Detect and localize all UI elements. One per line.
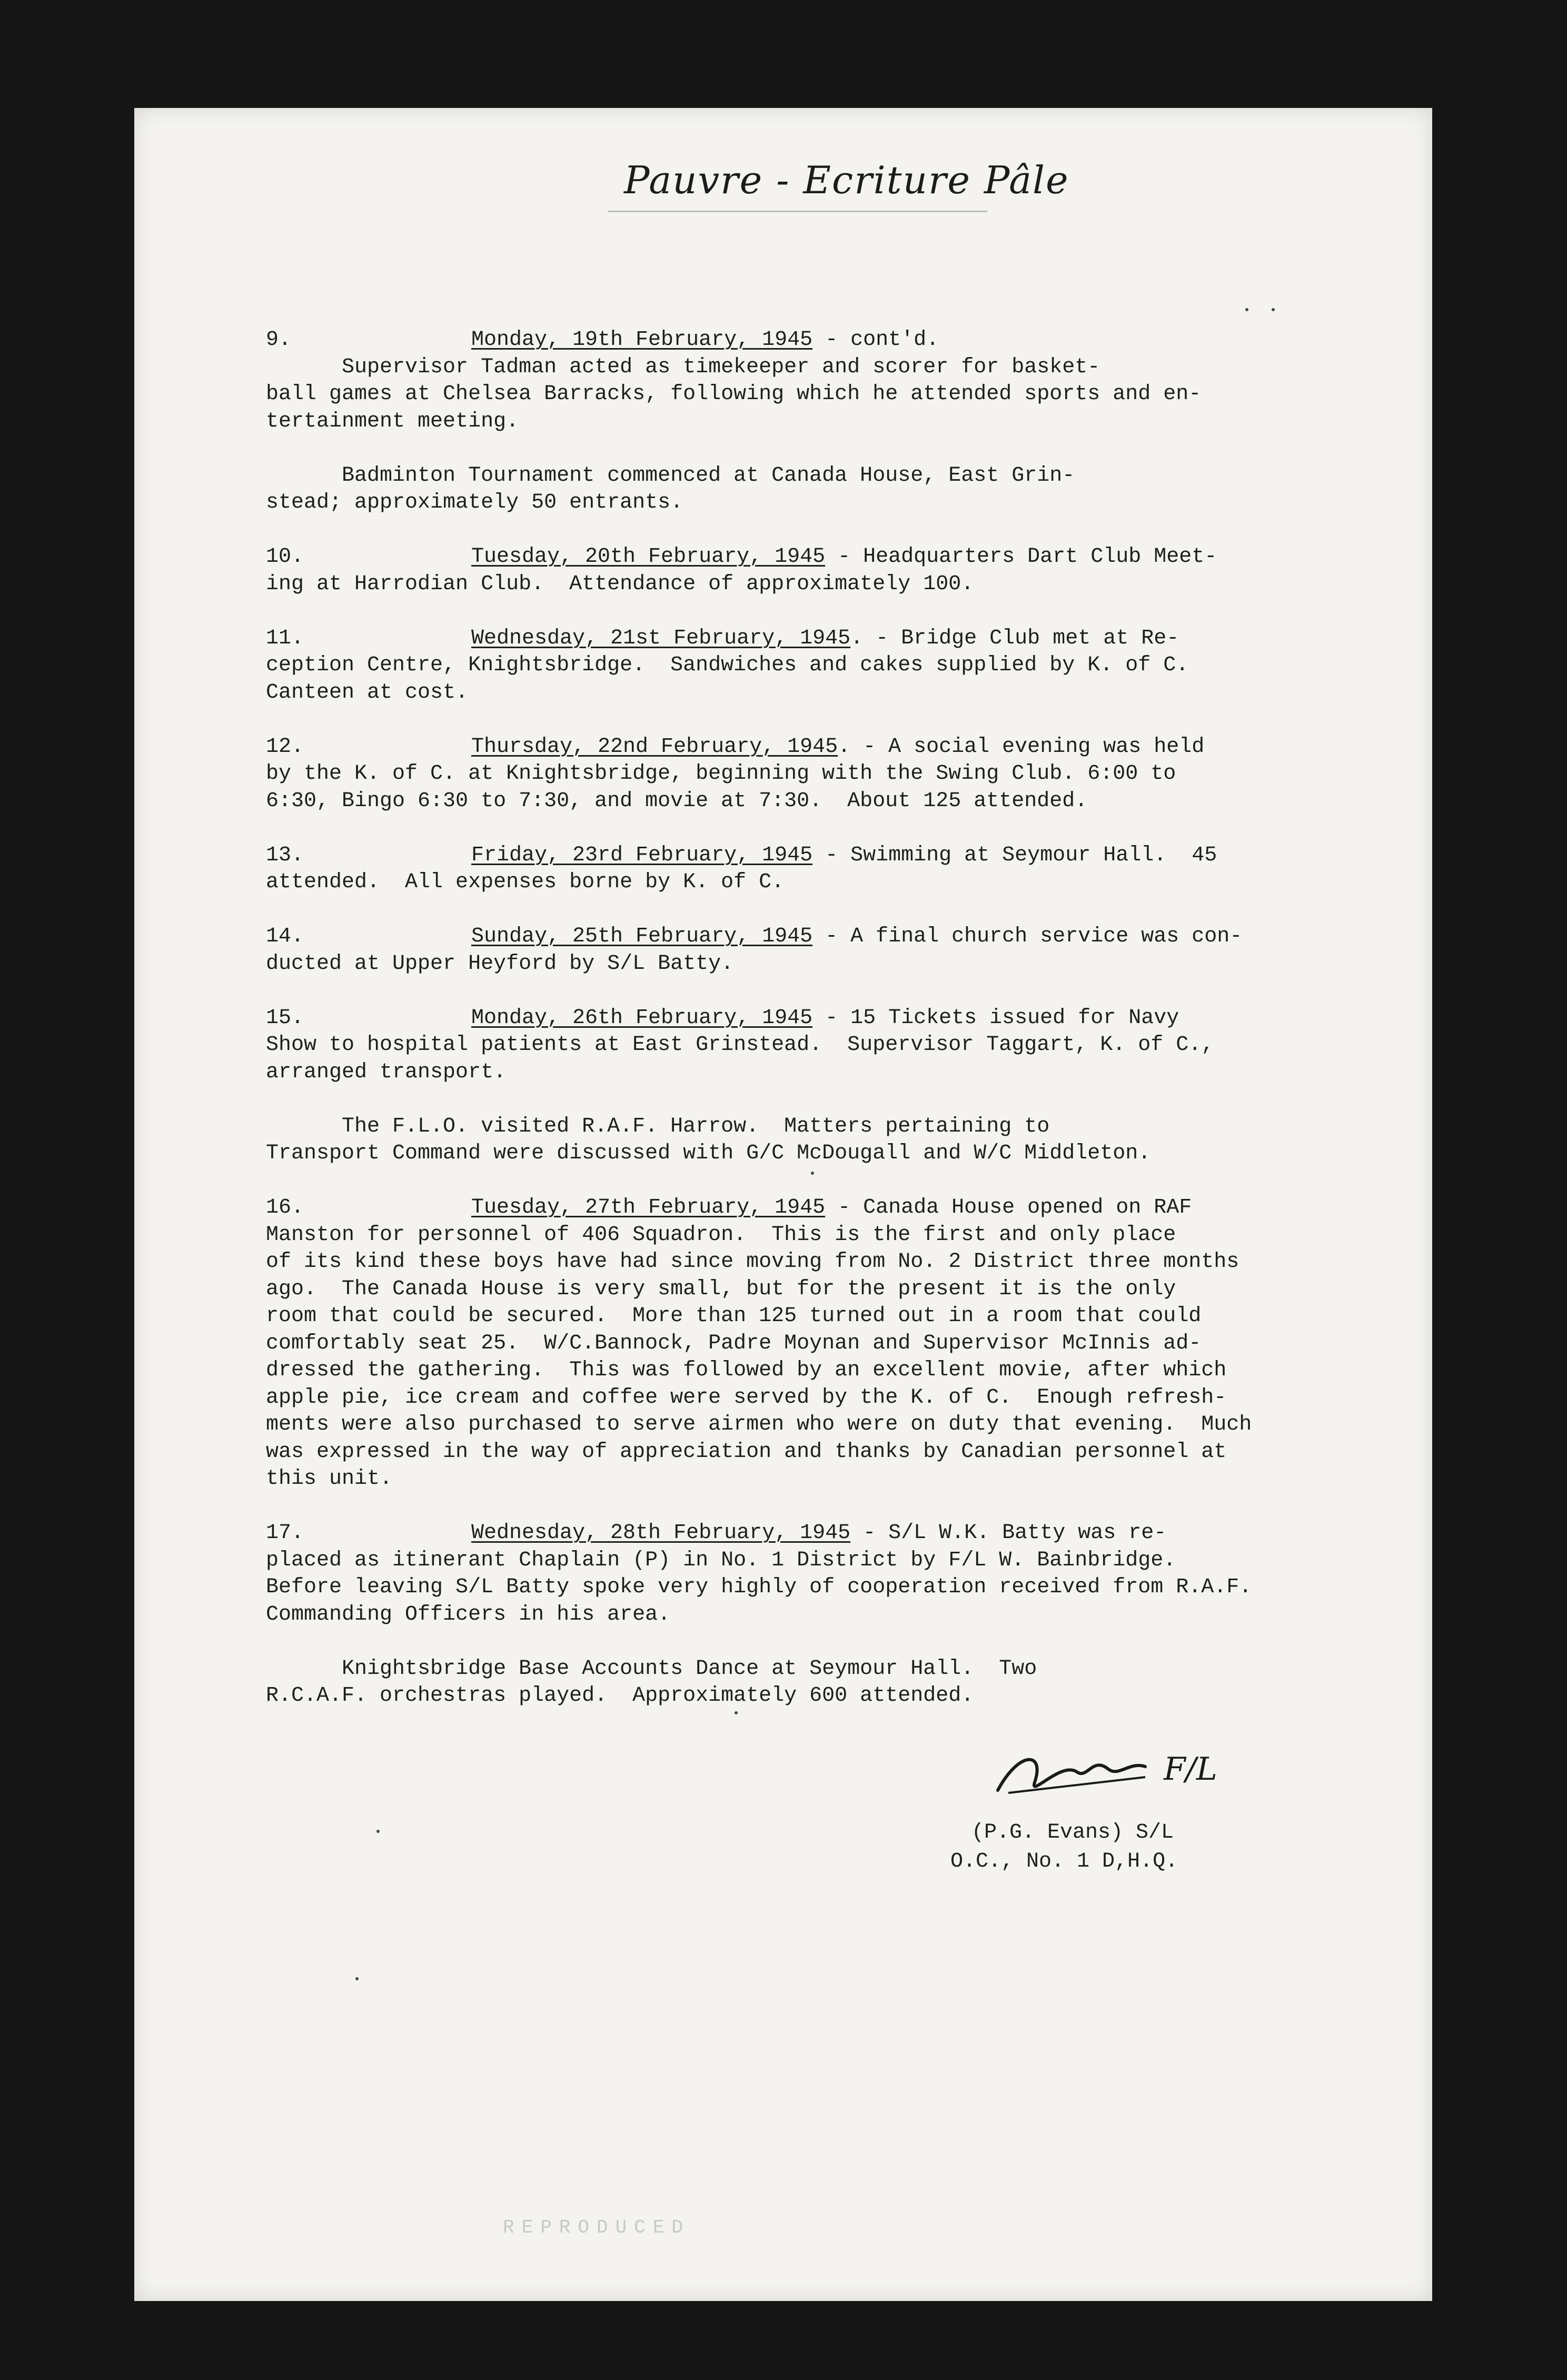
- text-line: The F.L.O. visited R.A.F. Harrow. Matters pertaining to: [266, 1114, 1050, 1138]
- entry-summary: - A final church service was con-: [812, 925, 1243, 948]
- entry-summary: - Swimming at Seymour Hall. 45: [812, 843, 1217, 867]
- signature-name: (P.G. Evans) S/L: [971, 1821, 1174, 1845]
- text-line: Before leaving S/L Batty spoke very highly of cooperation received from R.A.F.: [266, 1575, 1252, 1599]
- entry-heading-line: [266, 923, 1242, 950]
- entry-number: 16.: [266, 1196, 304, 1219]
- speck: [1272, 308, 1275, 311]
- text-line: by the K. of C. at Knightsbridge, beginning with the Swing Club. 6:00 to: [266, 762, 1176, 786]
- text-line: ing at Harrodian Club. Attendance of approximately 100.: [266, 572, 974, 596]
- entry-date: Monday, 19th February, 1945: [471, 328, 813, 352]
- text-line: placed as itinerant Chaplain (P) in No. 1 District by F/L W. Bainbridge.: [266, 1548, 1176, 1572]
- signature-office: O.C., No. 1 D,H.Q.: [950, 1850, 1178, 1873]
- entry-number: 10.: [266, 545, 304, 569]
- entry-number: 14.: [266, 925, 304, 948]
- speck: [376, 1830, 380, 1833]
- speck: [1245, 308, 1248, 311]
- text-line: Knightsbridge Base Accounts Dance at Seymour Hall. Two: [266, 1657, 1037, 1681]
- text-line: Show to hospital patients at East Grinstead. Supervisor Taggart, K. of C.,: [266, 1033, 1214, 1057]
- entry-summary: - cont'd.: [812, 328, 939, 352]
- text-line: Commanding Officers in his area.: [266, 1602, 671, 1627]
- text-line: 6:30, Bingo 6:30 to 7:30, and movie at 7:30. About 125 attended.: [266, 789, 1088, 813]
- entry-number: 11.: [266, 626, 304, 650]
- entry-heading-line: [266, 842, 1217, 869]
- entry-heading-line: [266, 543, 1217, 571]
- entry-date: Thursday, 22nd February, 1945: [471, 735, 838, 759]
- speck: [811, 1172, 814, 1175]
- entry-number: 9.: [266, 328, 292, 352]
- entry-heading-line: [266, 326, 939, 354]
- entry-summary: - S/L W.K. Batty was re-: [850, 1521, 1167, 1545]
- text-line: Canteen at cost.: [266, 680, 469, 705]
- text-line: was expressed in the way of appreciation and thanks by Canadian personnel at: [266, 1440, 1227, 1464]
- text-line: attended. All expenses borne by K. of C.: [266, 870, 785, 894]
- entry-date: Tuesday, 20th February, 1945: [471, 545, 826, 569]
- text-line: R.C.A.F. orchestras played. Approximately 600 attended.: [266, 1684, 974, 1708]
- text-line: ago. The Canada House is very small, but for the present it is the only: [266, 1277, 1176, 1301]
- text-line: tertainment meeting.: [266, 409, 519, 433]
- entry-heading-line: [266, 733, 1204, 761]
- text-line: ception Centre, Knightsbridge. Sandwiches and cakes supplied by K. of C.: [266, 653, 1189, 677]
- text-line: stead; approximately 50 entrants.: [266, 491, 683, 514]
- document-page: [134, 108, 1432, 2301]
- text-line: Transport Command were discussed with G/C McDougall and W/C Middleton.: [266, 1142, 1151, 1165]
- handnote-underline: [608, 211, 987, 212]
- text-line: dressed the gathering. This was followed by an excellent movie, after which: [266, 1358, 1227, 1382]
- handwritten-note: Pauvre - Ecriture Pâle: [624, 158, 1069, 202]
- text-line: arranged transport.: [266, 1060, 507, 1084]
- entry-number: 17.: [266, 1521, 304, 1545]
- entry-summary: - Canada House opened on RAF: [825, 1196, 1192, 1219]
- reproduction-stamp: REPRODUCED: [503, 2217, 691, 2238]
- entry-date: Wednesday, 21st February, 1945: [471, 626, 851, 650]
- entry-summary: . - Bridge Club met at Re-: [850, 626, 1179, 650]
- entry-heading-line: [266, 625, 1179, 652]
- text-line: comfortably seat 25. W/C.Bannock, Padre Moynan and Supervisor McInnis ad-: [266, 1331, 1202, 1355]
- text-line: ments were also purchased to serve airmen who were on duty that evening. Much: [266, 1413, 1252, 1436]
- text-line: room that could be secured. More than 125 turned out in a room that could: [266, 1304, 1202, 1328]
- entry-date: Friday, 23rd February, 1945: [471, 843, 813, 867]
- entry-number: 12.: [266, 735, 304, 759]
- speck: [355, 1977, 359, 1980]
- text-line: ball games at Chelsea Barracks, following which he attended sports and en-: [266, 382, 1202, 406]
- entry-number: 15.: [266, 1006, 304, 1030]
- entry-summary: . - A social evening was held: [838, 735, 1205, 759]
- text-line: this unit.: [266, 1467, 393, 1491]
- entry-heading-line: [266, 1005, 1179, 1032]
- entry-date: Tuesday, 27th February, 1945: [471, 1196, 826, 1219]
- entry-summary: - 15 Tickets issued for Navy: [812, 1006, 1179, 1030]
- text-line: apple pie, ice cream and coffee were served by the K. of C. Enough refresh-: [266, 1385, 1227, 1410]
- signature-rank: F/L: [1164, 1751, 1217, 1788]
- entry-heading-line: [266, 1194, 1192, 1222]
- signature: [987, 1740, 1261, 1809]
- text-line: of its kind these boys have had since moving from No. 2 District three months: [266, 1250, 1239, 1274]
- text-line: ducted at Upper Heyford by S/L Batty.: [266, 951, 734, 976]
- entry-date: Wednesday, 28th February, 1945: [471, 1521, 851, 1545]
- text-line: Badminton Tournament commenced at Canada House, East Grin-: [266, 463, 1075, 488]
- entry-date: Monday, 26th February, 1945: [471, 1006, 813, 1030]
- entry-heading-line: [266, 1520, 1166, 1547]
- entry-summary: - Headquarters Dart Club Meet-: [825, 545, 1217, 569]
- text-line: Supervisor Tadman acted as timekeeper and scorer for basket-: [266, 355, 1100, 379]
- speck: [735, 1711, 738, 1714]
- entry-number: 13.: [266, 843, 304, 867]
- entry-date: Sunday, 25th February, 1945: [471, 925, 813, 948]
- text-line: Manston for personnel of 406 Squadron. This is the first and only place: [266, 1223, 1176, 1247]
